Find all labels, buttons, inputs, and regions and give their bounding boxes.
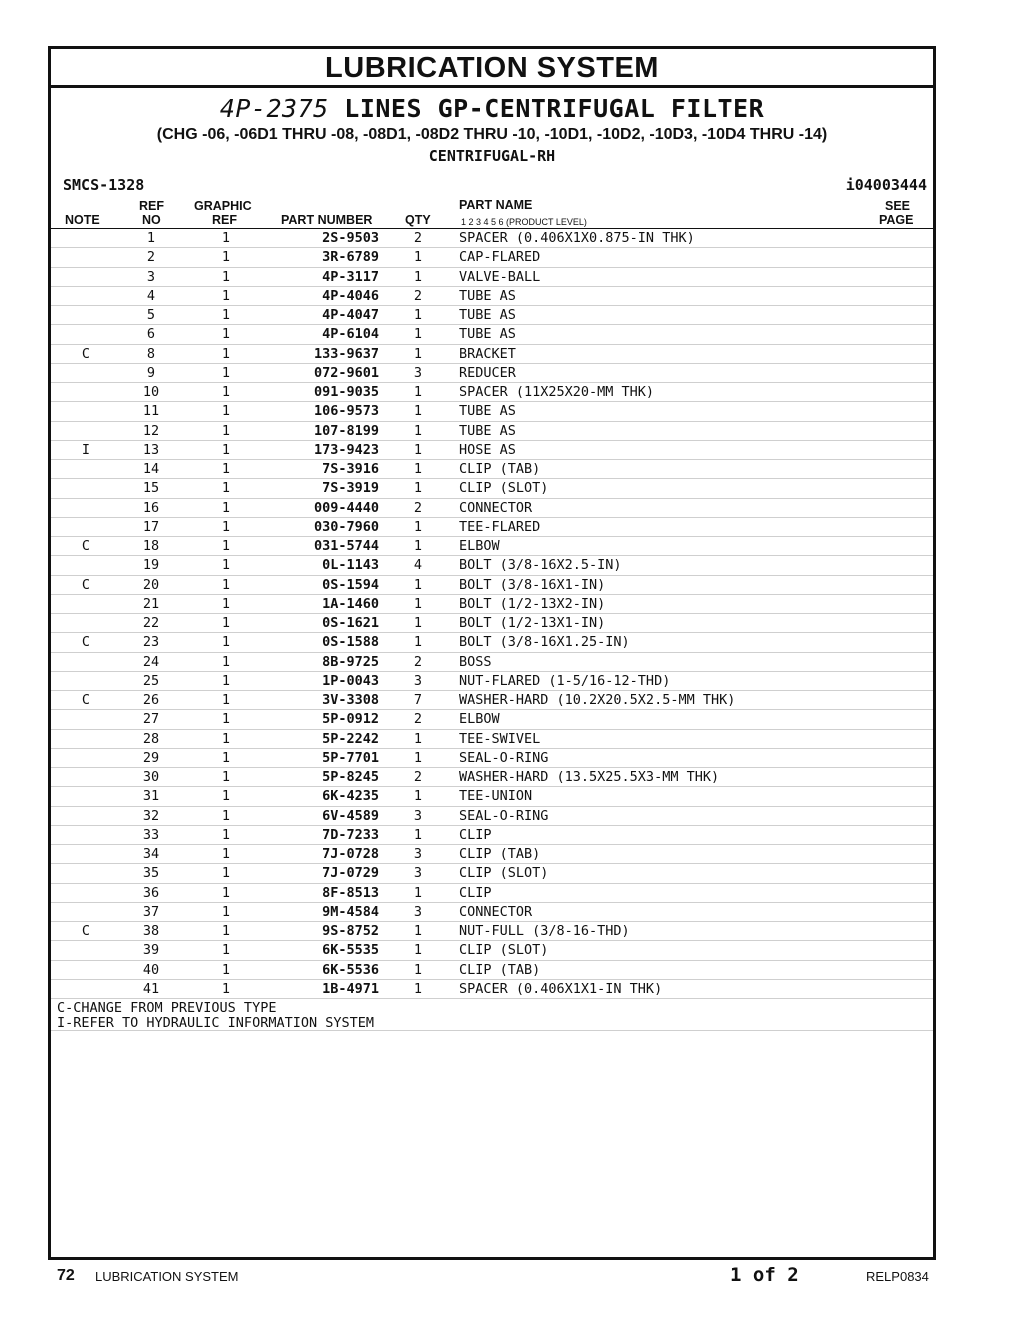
- table-row: [51, 441, 933, 460]
- table-row: [51, 845, 933, 864]
- part-name-cell: CLIP (SLOT): [459, 865, 549, 882]
- table-row: [51, 922, 933, 941]
- ref-no-cell: 23: [142, 634, 160, 651]
- part-name-cell: TUBE AS: [459, 307, 516, 323]
- graphic-ref-cell: 1: [221, 287, 231, 304]
- table-row: [51, 229, 933, 248]
- part-number-cell: 1B-4971: [322, 980, 379, 997]
- note-cell: C: [81, 345, 91, 362]
- table-row: [51, 325, 933, 344]
- graphic-ref-cell: 1: [221, 615, 231, 631]
- qty-cell: 1: [413, 961, 423, 978]
- table-row: [51, 903, 933, 922]
- qty-cell: 2: [413, 711, 423, 728]
- part-name-cell: CAP-FLARED: [459, 249, 541, 266]
- ref-no-cell: 19: [142, 557, 160, 574]
- part-name-cell: WASHER-HARD (10.2X20.5X2.5-MM THK): [459, 692, 736, 708]
- ref-no-cell: 10: [142, 384, 160, 400]
- qty-cell: 1: [413, 615, 423, 631]
- qty-cell: 2: [413, 499, 423, 516]
- ref-no-cell: 40: [142, 961, 160, 978]
- part-name-cell: SPACER (0.406X1X1-IN THK): [459, 980, 663, 997]
- part-name-cell: CLIP (SLOT): [459, 480, 549, 497]
- table-row: [51, 653, 933, 672]
- graphic-ref-cell: 1: [221, 730, 231, 747]
- part-name-cell: CONNECTOR: [459, 903, 533, 920]
- qty-cell: 1: [413, 576, 423, 593]
- table-row: [51, 884, 933, 903]
- ref-no-cell: 21: [142, 595, 160, 612]
- table-row: [51, 268, 933, 287]
- qty-cell: 1: [413, 634, 423, 651]
- qty-cell: 1: [413, 884, 423, 901]
- ref-no-cell: 2: [146, 249, 156, 266]
- part-number-cell: 0L-1143: [322, 557, 379, 574]
- ref-no-cell: 1: [146, 230, 156, 246]
- part-name-cell: BRACKET: [459, 345, 516, 362]
- table-row: [51, 710, 933, 729]
- ref-no-cell: 36: [142, 884, 160, 901]
- ref-no-cell: 33: [142, 826, 160, 843]
- part-number-cell: 6K-5535: [322, 942, 379, 959]
- table-row: [51, 402, 933, 421]
- part-name-cell: CLIP: [459, 826, 492, 843]
- illustration-id: i04003444: [845, 176, 927, 194]
- ref-no-cell: 14: [142, 461, 160, 477]
- graphic-ref-cell: 1: [221, 384, 231, 400]
- table-row: [51, 826, 933, 845]
- part-name-cell: TUBE AS: [459, 403, 516, 420]
- graphic-ref-cell: 1: [221, 230, 231, 246]
- qty-cell: 1: [413, 461, 423, 477]
- qty-cell: 1: [413, 326, 423, 343]
- table-row: [51, 749, 933, 768]
- graphic-ref-cell: 1: [221, 345, 231, 362]
- ref-no-cell: 28: [142, 730, 160, 747]
- graphic-ref-cell: 1: [221, 326, 231, 343]
- part-number-cell: 072-9601: [313, 364, 379, 381]
- ref-no-cell: 29: [142, 749, 160, 766]
- part-number-cell: 5P-8245: [322, 769, 379, 785]
- graphic-ref-cell: 1: [221, 422, 231, 439]
- document-id: RELP0834: [866, 1269, 929, 1284]
- qty-cell: 1: [413, 384, 423, 400]
- table-row: [51, 633, 933, 652]
- graphic-ref-cell: 1: [221, 942, 231, 959]
- graphic-ref-cell: 1: [221, 307, 231, 323]
- qty-cell: 3: [413, 672, 423, 689]
- qty-cell: 1: [413, 749, 423, 766]
- note-cell: C: [81, 634, 91, 651]
- graphic-ref-cell: 1: [221, 846, 231, 862]
- qty-cell: 1: [413, 518, 423, 535]
- smcs-code: SMCS-1328: [63, 176, 145, 194]
- part-name-cell: BOLT (3/8-16X1-IN): [459, 576, 606, 593]
- part-name-cell: TUBE AS: [459, 287, 516, 304]
- part-number-cell: 8F-8513: [322, 884, 379, 901]
- qty-cell: 1: [413, 730, 423, 747]
- graphic-ref-cell: 1: [221, 595, 231, 612]
- catalog-page-frame: [48, 46, 936, 1260]
- table-row: [51, 537, 933, 556]
- part-number-cell: 1A-1460: [322, 595, 379, 612]
- col-graphic-top: GRAPHIC: [194, 199, 252, 213]
- graphic-ref-cell: 1: [221, 884, 231, 901]
- table-row: [51, 787, 933, 806]
- part-number-cell: 0S-1588: [322, 634, 379, 651]
- part-name-cell: TUBE AS: [459, 326, 516, 343]
- id-row: [51, 174, 933, 198]
- ref-no-cell: 15: [142, 480, 160, 497]
- col-graphic-bottom: REF: [212, 213, 237, 227]
- table-row: [51, 518, 933, 537]
- qty-cell: 2: [413, 769, 423, 785]
- graphic-ref-cell: 1: [221, 518, 231, 535]
- part-name-cell: BOLT (3/8-16X2.5-IN): [459, 557, 622, 574]
- qty-cell: 1: [413, 268, 423, 285]
- table-row: [51, 364, 933, 383]
- graphic-ref-cell: 1: [221, 499, 231, 516]
- part-number-cell: 7S-3919: [322, 480, 379, 497]
- part-name-cell: CLIP: [459, 884, 492, 901]
- part-name-cell: CLIP (TAB): [459, 961, 541, 978]
- part-number-cell: 133-9637: [313, 345, 379, 362]
- table-row: [51, 807, 933, 826]
- part-name-cell: BOLT (1/2-13X1-IN): [459, 615, 606, 631]
- col-part-number: PART NUMBER: [281, 213, 373, 227]
- ref-no-cell: 24: [142, 653, 160, 670]
- ref-no-cell: 41: [142, 980, 160, 997]
- table-row: [51, 479, 933, 498]
- part-number-cell: 0S-1594: [322, 576, 379, 593]
- part-name-cell: NUT-FLARED (1-5/16-12-THD): [459, 672, 671, 689]
- table-row: [51, 556, 933, 575]
- part-name-cell: ELBOW: [459, 538, 500, 554]
- ref-no-cell: 34: [142, 846, 160, 862]
- graphic-ref-cell: 1: [221, 653, 231, 670]
- qty-cell: 1: [413, 923, 423, 939]
- qty-cell: 3: [413, 846, 423, 862]
- section-title: LUBRICATION SYSTEM: [51, 49, 933, 88]
- table-row: [51, 499, 933, 518]
- qty-cell: 1: [413, 403, 423, 420]
- ref-no-cell: 11: [142, 403, 160, 420]
- part-name-cell: CLIP (SLOT): [459, 942, 549, 959]
- ref-no-cell: 16: [142, 499, 160, 516]
- column-headers: [51, 198, 933, 229]
- graphic-ref-cell: 1: [221, 826, 231, 843]
- group-header: [51, 88, 933, 166]
- table-row: [51, 383, 933, 402]
- parts-table: [51, 229, 933, 999]
- part-name-cell: NUT-FULL (3/8-16-THD): [459, 923, 630, 939]
- part-number-cell: 9M-4584: [322, 903, 379, 920]
- part-number-cell: 3V-3308: [322, 692, 379, 708]
- part-name-cell: TUBE AS: [459, 422, 516, 439]
- part-number-cell: 5P-2242: [322, 730, 379, 747]
- qty-cell: 1: [413, 441, 423, 458]
- col-qty: QTY: [405, 213, 431, 227]
- table-row: [51, 306, 933, 325]
- part-number-cell: 2S-9503: [322, 230, 379, 246]
- table-row: [51, 576, 933, 595]
- part-name-cell: SPACER (11X25X20-MM THK): [459, 384, 655, 400]
- graphic-ref-cell: 1: [221, 749, 231, 766]
- ref-no-cell: 26: [142, 692, 160, 708]
- graphic-ref-cell: 1: [221, 480, 231, 497]
- table-row: [51, 614, 933, 633]
- part-number-cell: 4P-4046: [322, 287, 379, 304]
- part-name-cell: HOSE AS: [459, 441, 516, 458]
- table-row: [51, 460, 933, 479]
- note-cell: C: [81, 692, 91, 708]
- ref-no-cell: 37: [142, 903, 160, 920]
- ref-no-cell: 20: [142, 576, 160, 593]
- part-number-cell: 009-4440: [313, 499, 379, 516]
- note-cell: I: [81, 441, 91, 458]
- part-number-cell: 030-7960: [313, 518, 379, 535]
- qty-cell: 3: [413, 865, 423, 882]
- page-number: 72: [57, 1267, 75, 1284]
- sheet-indicator: 1 of 2: [730, 1264, 799, 1286]
- qty-cell: 1: [413, 538, 423, 554]
- qty-cell: 1: [413, 942, 423, 959]
- qty-cell: 3: [413, 903, 423, 920]
- graphic-ref-cell: 1: [221, 903, 231, 920]
- col-note: NOTE: [65, 213, 100, 227]
- ref-no-cell: 5: [146, 307, 156, 323]
- table-row: [51, 980, 933, 999]
- graphic-ref-cell: 1: [221, 461, 231, 477]
- ref-no-cell: 38: [142, 923, 160, 939]
- ref-no-cell: 3: [146, 268, 156, 285]
- ref-no-cell: 35: [142, 865, 160, 882]
- part-number-cell: 106-9573: [313, 403, 379, 420]
- qty-cell: 1: [413, 249, 423, 266]
- graphic-ref-cell: 1: [221, 634, 231, 651]
- footnote: C-CHANGE FROM PREVIOUS TYPE: [57, 1000, 277, 1016]
- graphic-ref-cell: 1: [221, 268, 231, 285]
- table-row: [51, 864, 933, 883]
- part-number-cell: 031-5744: [313, 538, 379, 554]
- graphic-ref-cell: 1: [221, 441, 231, 458]
- qty-cell: 2: [413, 287, 423, 304]
- qty-cell: 1: [413, 788, 423, 805]
- graphic-ref-cell: 1: [221, 788, 231, 805]
- part-name-cell: SEAL-O-RING: [459, 749, 549, 766]
- ref-no-cell: 39: [142, 942, 160, 959]
- col-see-bottom: PAGE: [879, 213, 914, 227]
- part-number-cell: 091-9035: [313, 384, 379, 400]
- group-title: [51, 94, 933, 124]
- qty-cell: 1: [413, 480, 423, 497]
- part-name-cell: TEE-UNION: [459, 788, 533, 805]
- part-number-cell: 107-8199: [313, 422, 379, 439]
- qty-cell: 2: [413, 230, 423, 246]
- part-number-cell: 6V-4589: [322, 807, 379, 824]
- qty-cell: 1: [413, 980, 423, 997]
- qty-cell: 1: [413, 595, 423, 612]
- qty-cell: 4: [413, 557, 423, 574]
- part-number-cell: 7S-3916: [322, 461, 379, 477]
- part-number-cell: 0S-1621: [322, 615, 379, 631]
- graphic-ref-cell: 1: [221, 576, 231, 593]
- part-number-cell: 8B-9725: [322, 653, 379, 670]
- part-number-cell: 1P-0043: [322, 672, 379, 689]
- group-subtitle: CENTRIFUGAL-RH: [428, 147, 556, 165]
- part-name-cell: BOLT (1/2-13X2-IN): [459, 595, 606, 612]
- part-number-cell: 7J-0729: [322, 865, 379, 882]
- ref-no-cell: 27: [142, 711, 160, 728]
- table-row: [51, 941, 933, 960]
- graphic-ref-cell: 1: [221, 538, 231, 554]
- part-number-cell: 5P-0912: [322, 711, 379, 728]
- qty-cell: 3: [413, 364, 423, 381]
- table-row: [51, 961, 933, 980]
- page-footer: [0, 1264, 1020, 1288]
- col-ref-bottom: NO: [142, 213, 161, 227]
- qty-cell: 3: [413, 807, 423, 824]
- graphic-ref-cell: 1: [221, 807, 231, 824]
- graphic-ref-cell: 1: [221, 865, 231, 882]
- qty-cell: 1: [413, 307, 423, 323]
- note-cell: C: [81, 538, 91, 554]
- change-range: (CHG -06, -06D1 THRU -08, -08D1, -08D2 THRU -10, -10D1, -10D2, -10D3, -10D4 THRU -14): [156, 126, 828, 143]
- graphic-ref-cell: 1: [221, 249, 231, 266]
- table-row: [51, 691, 933, 710]
- qty-cell: 7: [413, 692, 423, 708]
- part-name-cell: BOLT (3/8-16X1.25-IN): [459, 634, 630, 651]
- qty-cell: 1: [413, 422, 423, 439]
- ref-no-cell: 17: [142, 518, 160, 535]
- graphic-ref-cell: 1: [221, 961, 231, 978]
- part-number-cell: 4P-3117: [322, 268, 379, 285]
- part-number-cell: 7D-7233: [322, 826, 379, 843]
- graphic-ref-cell: 1: [221, 692, 231, 708]
- qty-cell: 1: [413, 345, 423, 362]
- note-cell: C: [81, 576, 91, 593]
- part-name-cell: BOSS: [459, 653, 492, 670]
- part-number-cell: 6K-5536: [322, 961, 379, 978]
- group-name: LINES GP-CENTRIFUGAL FILTER: [344, 94, 765, 123]
- part-number-cell: 3R-6789: [322, 249, 379, 266]
- graphic-ref-cell: 1: [221, 769, 231, 785]
- note-cell: C: [81, 923, 91, 939]
- group-number: 4P-2375: [219, 94, 329, 123]
- qty-cell: 1: [413, 826, 423, 843]
- table-row: [51, 422, 933, 441]
- part-name-cell: WASHER-HARD (13.5X25.5X3-MM THK): [459, 769, 720, 785]
- col-ref-top: REF: [139, 199, 164, 213]
- part-name-cell: CLIP (TAB): [459, 461, 541, 477]
- table-row: [51, 248, 933, 267]
- table-row: [51, 768, 933, 787]
- table-row: [51, 595, 933, 614]
- part-number-cell: 5P-7701: [322, 749, 379, 766]
- ref-no-cell: 4: [146, 287, 156, 304]
- footnote: I-REFER TO HYDRAULIC INFORMATION SYSTEM: [57, 1015, 374, 1031]
- col-part-name: PART NAME: [459, 198, 533, 212]
- footer-section: LUBRICATION SYSTEM: [95, 1269, 239, 1284]
- part-number-cell: 7J-0728: [322, 846, 379, 862]
- part-number-cell: 6K-4235: [322, 788, 379, 805]
- ref-no-cell: 12: [142, 422, 160, 439]
- part-number-cell: 4P-6104: [322, 326, 379, 343]
- graphic-ref-cell: 1: [221, 923, 231, 939]
- part-name-cell: VALVE-BALL: [459, 268, 541, 285]
- part-name-cell: REDUCER: [459, 364, 516, 381]
- ref-no-cell: 22: [142, 615, 160, 631]
- table-row: [51, 345, 933, 364]
- part-number-cell: 4P-4047: [322, 307, 379, 323]
- part-name-cell: TEE-SWIVEL: [459, 730, 541, 747]
- graphic-ref-cell: 1: [221, 711, 231, 728]
- ref-no-cell: 25: [142, 672, 160, 689]
- ref-no-cell: 8: [146, 345, 156, 362]
- col-see-top: SEE: [885, 199, 911, 213]
- graphic-ref-cell: 1: [221, 980, 231, 997]
- table-row: [51, 730, 933, 749]
- ref-no-cell: 6: [146, 326, 156, 343]
- ref-no-cell: 13: [142, 441, 160, 458]
- ref-no-cell: 18: [142, 538, 160, 554]
- ref-no-cell: 31: [142, 788, 160, 805]
- part-name-cell: SPACER (0.406X1X0.875-IN THK): [459, 230, 695, 246]
- ref-no-cell: 32: [142, 807, 160, 824]
- table-row: [51, 672, 933, 691]
- graphic-ref-cell: 1: [221, 403, 231, 420]
- graphic-ref-cell: 1: [221, 557, 231, 574]
- part-name-cell: SEAL-O-RING: [459, 807, 549, 824]
- part-name-cell: TEE-FLARED: [459, 518, 541, 535]
- part-number-cell: 173-9423: [313, 441, 379, 458]
- col-product-level: 1 2 3 4 5 6 (PRODUCT LEVEL): [461, 217, 587, 227]
- table-row: [51, 287, 933, 306]
- part-name-cell: CONNECTOR: [459, 499, 533, 516]
- qty-cell: 2: [413, 653, 423, 670]
- part-name-cell: CLIP (TAB): [459, 846, 541, 862]
- footnotes: [51, 999, 933, 1031]
- part-name-cell: ELBOW: [459, 711, 500, 728]
- ref-no-cell: 9: [146, 364, 156, 381]
- graphic-ref-cell: 1: [221, 364, 231, 381]
- graphic-ref-cell: 1: [221, 672, 231, 689]
- part-number-cell: 9S-8752: [322, 923, 379, 939]
- ref-no-cell: 30: [142, 769, 160, 785]
